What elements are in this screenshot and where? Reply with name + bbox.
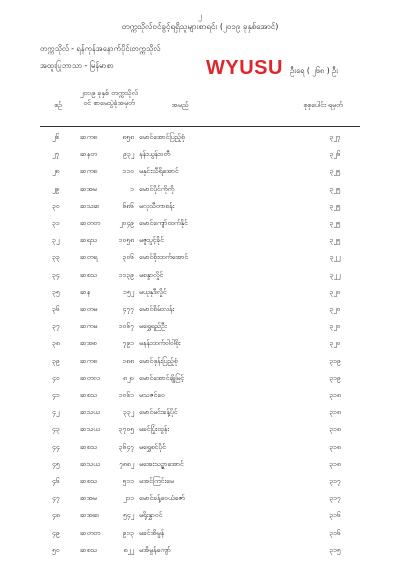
table-row <box>0 232 400 251</box>
row-number: ၄၄ <box>52 442 60 451</box>
row-name: မရွှေရည်ဦး <box>139 322 167 331</box>
row-number: ၃၇ <box>52 322 60 331</box>
row-roll-number: ၃၆၄၇ <box>118 442 134 451</box>
row-village-code: ဆတလ <box>80 373 100 382</box>
total-count: ဦးရေ ( ၂၆၈ ) ဦး <box>290 66 339 75</box>
row-number: ၃၁ <box>52 219 60 227</box>
row-score: ၃၁၇ <box>329 494 341 503</box>
row-village-code: ဆစသ <box>80 442 97 451</box>
row-score: ၃၁၈ <box>329 425 341 434</box>
row-number: ၄၂ <box>52 408 60 417</box>
row-village-code: ဆစသ <box>80 391 97 399</box>
row-village-code: ဆအမ <box>80 494 97 503</box>
row-roll-number: ၉၁၃ <box>122 528 134 537</box>
row-score: ၃၂၅ <box>329 167 341 176</box>
row-roll-number: ၃၃၂ <box>123 408 134 417</box>
row-village-code: ဆစသ <box>80 270 97 279</box>
row-village-code: ဆအဆ <box>80 511 100 520</box>
document-title: တက္ကသိုလ်ဝင်ခွင့်ရရှိသူများစာရင်း (၂၀၁၉ ခုနှစ်အောင်) <box>121 22 279 31</box>
table-row <box>0 318 400 337</box>
column-header-name: အမည် <box>171 101 189 109</box>
row-roll-number: ၅၄၂ <box>123 511 134 520</box>
row-number: ၄၆ <box>52 477 60 485</box>
row-village-code: ဆတတ <box>80 219 100 227</box>
row-village-code: ဆသယ <box>80 459 100 468</box>
row-score: ၃၂၀ <box>329 287 341 296</box>
row-name: မောင်စိမ်းလန်း <box>139 305 175 313</box>
column-header-score: စုစုပေါင်း ရမှတ် <box>303 101 343 109</box>
row-roll-number: ၁၁၀ <box>122 167 134 176</box>
row-village-code: ဆစသ <box>80 545 97 554</box>
table-row <box>0 198 400 217</box>
row-name: မောင်အောင်ပြည့်စုံ <box>139 133 185 141</box>
row-name: မခင်ပြုံးထွန်း <box>139 425 170 434</box>
row-roll-number: ၉၃၂ <box>123 150 134 159</box>
row-number: ၃၆ <box>52 305 60 313</box>
page-number: ၂ <box>198 11 202 20</box>
table-row <box>0 181 400 200</box>
table-row <box>0 129 400 148</box>
row-roll-number: ၄၇၇ <box>122 305 134 313</box>
row-village-code: ဆသယ <box>80 425 100 434</box>
row-roll-number: ၃၀၆ <box>122 253 134 262</box>
row-roll-number: ၂၁၁ <box>123 494 134 503</box>
row-number: ၄၀ <box>52 373 60 382</box>
row-number: ၂၉ <box>52 184 60 193</box>
row-score: ၃၂၅ <box>329 184 341 193</box>
row-number: ၄၉ <box>52 528 60 537</box>
row-score: ၃၁၆ <box>329 511 341 520</box>
table-row <box>0 353 400 372</box>
table-row <box>0 249 400 268</box>
row-score: ၃၂၀ <box>329 305 341 313</box>
row-score: ၃၂၅ <box>329 219 341 227</box>
row-village-code: ဆန <box>80 287 91 296</box>
row-village-code: ဆအစ <box>80 339 97 348</box>
row-name: မောင်ဖုန်းပြည့်စုံ <box>139 356 178 365</box>
row-score: ၃၂၇ <box>329 133 341 141</box>
table-row <box>0 370 400 389</box>
table-row <box>0 387 400 406</box>
row-roll-number: ၈၂၀ <box>122 373 134 382</box>
row-village-code: ဆရသ <box>80 236 98 245</box>
row-roll-number: ၁ <box>130 184 134 193</box>
row-village-code: ဆကမ <box>80 322 98 331</box>
row-name: မယုနုဒီလှိုင် <box>139 287 167 296</box>
column-header-roll: ၂၀၁၉ ခုနှစ် တက္ကသိုလ်ဝင် စာမေးပွဲခုံအမှတ် <box>79 89 139 107</box>
row-village-code: ဆကစ <box>80 356 98 365</box>
table-row <box>0 542 400 561</box>
row-name: မခင်အိမွန် <box>139 528 165 537</box>
row-roll-number: ၈၅၈ <box>122 133 134 141</box>
row-number: ၃၉ <box>52 356 60 365</box>
row-roll-number: ၁၀၆၇ <box>118 322 134 331</box>
watermark-logo: WYUSU <box>206 57 283 79</box>
row-number: ၃၀ <box>52 201 60 210</box>
row-score: ၃၁၉ <box>329 356 341 365</box>
table-row <box>0 507 400 526</box>
row-roll-number: ၁၀၆၁ <box>118 391 134 399</box>
table-row <box>0 456 400 475</box>
table-row <box>0 267 400 286</box>
row-name: မသဇင်ဝေ <box>139 391 165 399</box>
row-name: မနန်းထက်ဝါဝါစိုး <box>139 339 181 348</box>
row-name: မောင်စိုးထက်အောင် <box>139 253 189 262</box>
row-name: မစန္ဒာလှိုင် <box>139 270 164 279</box>
row-name: မဇူးပွင့်ခိုင် <box>139 236 164 245</box>
university-line: တက္ကသိုလ် - ရန်ကုန်အနောက်ပိုင်းတက္ကသိုလ် <box>40 44 161 53</box>
row-village-code: ဆသယ <box>80 408 100 417</box>
row-roll-number: ၁၈၈ <box>122 356 134 365</box>
row-number: ၄၁ <box>52 391 60 399</box>
table-row <box>0 335 400 354</box>
row-roll-number: ၈၂၂ <box>123 545 134 554</box>
row-score: ၃၂၆ <box>329 150 341 159</box>
table-row <box>0 404 400 423</box>
row-score: ၃၁၉ <box>329 373 341 382</box>
table-row <box>0 473 400 492</box>
row-score: ၃၂၂ <box>329 253 341 262</box>
row-number: ၂၆ <box>52 133 60 141</box>
row-roll-number: ၁၁၃၉ <box>118 270 134 279</box>
row-number: ၃၃ <box>52 253 60 262</box>
row-village-code: ဆအမ <box>80 184 97 193</box>
row-village-code: ဆနတ <box>80 150 97 159</box>
row-number: ၄၅ <box>52 459 60 468</box>
row-score: ၃၁၈ <box>329 442 341 451</box>
table-row <box>0 215 400 234</box>
row-number: ၅၀ <box>52 545 60 554</box>
row-score: ၃၁၇ <box>329 477 341 485</box>
row-name: မရွှေစင်ပိုင် <box>139 442 166 451</box>
row-score: ၃၂၀ <box>329 339 341 348</box>
row-name: မောင်ခန့်ဝေယံဇော် <box>139 494 186 503</box>
row-number: ၄၈ <box>52 511 60 520</box>
row-score: ၃၂၅ <box>329 201 341 210</box>
row-score: ၃၂၀ <box>329 322 341 331</box>
row-name: မောင်ကျော်ထက်နိုင် <box>139 219 188 227</box>
row-roll-number: ၁၅၂ <box>123 287 134 296</box>
row-name: မနှင်းသီရိအောင် <box>139 167 179 176</box>
row-roll-number: ၆၈၆ <box>122 201 134 210</box>
row-score: ၃၁၆ <box>329 528 341 537</box>
row-name: မရိုးနွှာဝင် <box>139 511 163 520</box>
table-row <box>0 439 400 458</box>
row-village-code: ဆသဆ <box>80 201 100 210</box>
table-row <box>0 490 400 509</box>
row-name: မအေးသဉ္ဇာအောင် <box>139 459 184 468</box>
row-roll-number: ၃၇၀၅ <box>118 425 134 434</box>
row-village-code: ဆစသ <box>80 477 97 485</box>
row-score: ၃၂၅ <box>329 236 341 245</box>
row-number: ၄၃ <box>52 425 60 434</box>
row-number: ၂၈ <box>52 167 60 176</box>
table-row <box>0 525 400 544</box>
row-number: ၂၇ <box>52 150 60 159</box>
row-name: နန်းယွန်းဝတီ <box>139 150 171 159</box>
table-row <box>0 146 400 165</box>
row-name: မောင်အောင်ချိုမြင့် <box>139 373 185 382</box>
row-number: ၃၅ <box>52 287 60 296</box>
row-village-code: ဆကစ <box>80 133 98 141</box>
table-row <box>0 284 400 303</box>
row-name: မအင်ကြင်းမေ <box>139 477 174 485</box>
row-number: ၃၂ <box>52 236 60 245</box>
row-score: ၃၂၂ <box>329 270 341 279</box>
row-number: ၃၈ <box>52 339 60 348</box>
row-village-code: ဆတရ <box>80 253 98 262</box>
row-score: ၃၁၈ <box>329 408 341 417</box>
table-row <box>0 301 400 320</box>
row-score: ၃၁၈ <box>329 459 341 468</box>
row-name: မောင်မင်းခန့်ပိုင် <box>139 408 178 417</box>
row-number: ၄၇ <box>52 494 60 503</box>
table-row <box>0 421 400 440</box>
row-village-code: ဆတတ <box>80 528 100 537</box>
row-village-code: ဆတမ <box>80 305 98 313</box>
row-village-code: ဆကစ <box>80 167 98 176</box>
header-rule <box>40 126 360 127</box>
row-score: ၃၁၅ <box>329 545 341 554</box>
row-roll-number: ၂၀၄၉ <box>119 219 134 227</box>
column-header-no: စဉ် <box>54 101 62 109</box>
table-row <box>0 163 400 182</box>
major-line: အထူးပြုဘာသာ - မြန်မာစာ <box>40 61 114 70</box>
row-roll-number: ၇၈၈၂ <box>119 459 134 468</box>
row-roll-number: ၅၁၁ <box>122 477 134 485</box>
row-roll-number: ၇၉၁ <box>122 339 134 348</box>
row-name: မလှသီတာစန်း <box>139 201 175 210</box>
row-roll-number: ၁၀၅၈ <box>118 236 134 245</box>
row-number: ၃၄ <box>52 270 60 279</box>
row-name: မောင်ပိုင်ကိုကို <box>139 184 175 193</box>
row-name: မအိမွန်ကျော် <box>139 545 171 554</box>
row-score: ၃၁၈ <box>329 391 341 399</box>
